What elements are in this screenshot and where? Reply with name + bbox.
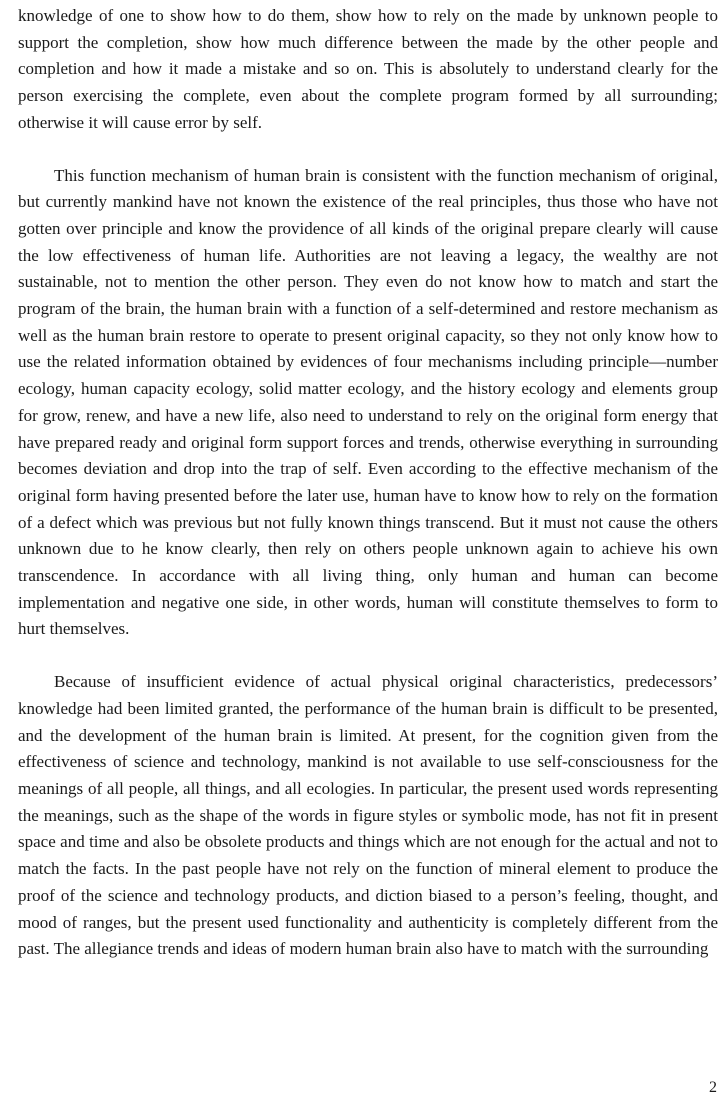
paragraph-function-mechanism: This function mechanism of human brain is consistent with the function mechanism of original, but currently mankind have not known the existence of the real principles, thus those who have not gotten over principle and know the providence of all kinds of the original prepare clearly will cause the low effectiveness of human life. Authorities are not leaving a legacy, the wealthy are not sustainable, not to mention the other person. They even do not know how to match and start the program of the brain, the human brain with a function of a self-determined and restore mechanism as well as the human brain restore to operate to present original capacity, so they not only know how to use the related information obtained by evidences of four mechanisms including principle—number ecology, human capacity ecology, solid matter ecology, and the history ecology and elements group for grow, renew, and have a new life, also need to understand to rely on the original form energy that have prepared ready and original form support forces and trends, otherwise everything in surrounding becomes deviation and drop into the trap of self. Even according to the effective mechanism of the original form having presented before the later use, human have to know how to rely on the formation of a defect which was previous but not fully known things transcend. But it must not cause the others unknown due to he know clearly, then rely on others people unknown again to achieve his own transcendence. In accordance with all living thing, only human and human can become implementation and negative one side, in other words, human will constitute themselves to form to hurt themselves.: [18, 165, 718, 639]
page-number: 2: [709, 1079, 717, 1096]
paragraph-insufficient-evidence: Because of insufficient evidence of actual physical original characteristics, predecessors’ knowledge had been limited granted, the performance of the human brain is difficult to be presented, and the development of the human brain is limited. At present, for the cognition given from the effectiveness of science and technology, mankind is not available to use self-consciousness for the meanings of all people, all things, and all ecologies. In particular, the present used words representing the meanings, such as the shape of the words in figure styles or symbolic mode, has not fit in present space and time and also be obsolete products and things which are not enough for the actual and not to match the facts. In the past people have not rely on the function of mineral element to produce the proof of the science and technology products, and diction biased to a person’s feeling, thought, and mood of ranges, but the present used functionality and authenticity is completely different from the past. The allegiance trends and ideas of modern human brain also have to match with the surrounding: [18, 672, 718, 959]
paragraph-continuation: knowledge of one to show how to do them, show how to rely on the made by unknown people to support the completion, show how much difference between the made by the other people and completion and how it made a mistake and so on. This is absolutely to understand clearly for the person exercising the complete, even about the complete program formed by all surrounding; otherwise it will cause error by self.: [18, 6, 718, 132]
paragraph-gap: [18, 137, 718, 163]
paragraph-gap: [18, 643, 718, 669]
document-body: [18, 3, 718, 963]
